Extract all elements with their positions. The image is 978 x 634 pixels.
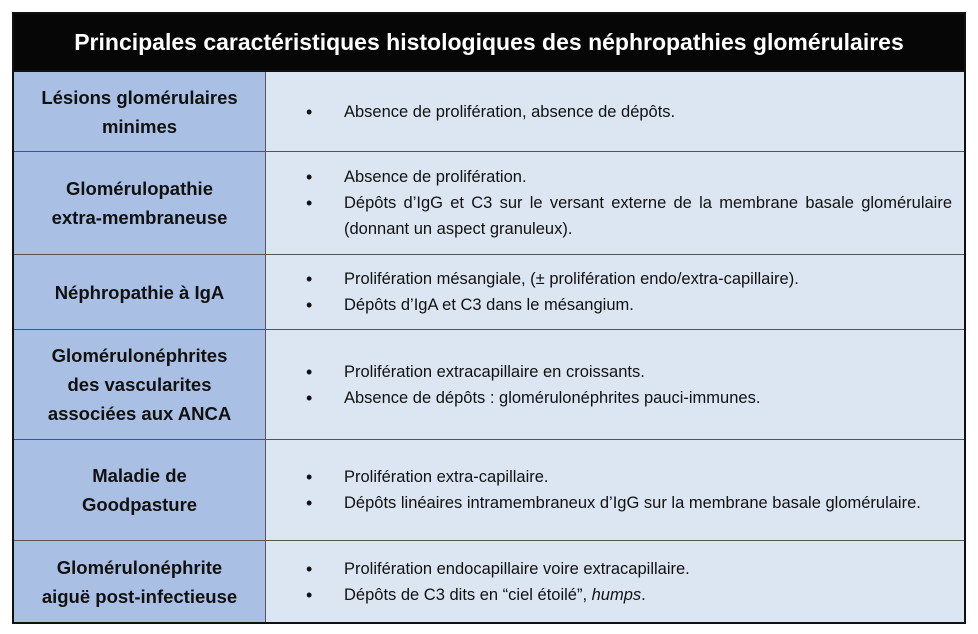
table-row xyxy=(14,255,964,330)
bullet-text: Dépôts de C3 dits en “ciel étoilé”, xyxy=(344,585,592,604)
bullet-item: • Absence de prolifération. xyxy=(306,164,952,190)
bullet-item: • Dépôts linéaires intramembraneux d’IgG sur la membrane basale glomérulaire. xyxy=(306,490,952,516)
row-label: Glomérulonéphrites des vascularites associées aux ANCA xyxy=(47,345,232,424)
row-content-cell xyxy=(266,72,964,151)
histology-table xyxy=(12,12,966,624)
table-row xyxy=(14,541,964,622)
bullet-list xyxy=(306,266,952,318)
bullet-list xyxy=(306,164,952,242)
table-row xyxy=(14,72,964,152)
table-row xyxy=(14,330,964,440)
row-label-cell xyxy=(14,255,266,329)
table-row xyxy=(14,440,964,541)
bullet-list xyxy=(306,464,952,516)
bullet-item: • Prolifération endocapillaire voire extracapillaire. xyxy=(306,556,952,582)
bullet-list xyxy=(306,556,952,608)
bullet-text-italic: humps xyxy=(591,585,642,604)
row-label: Lésions glomérulaires minimes xyxy=(41,86,238,137)
bullet-item xyxy=(306,582,952,608)
row-content-cell xyxy=(266,330,964,439)
bullet-list xyxy=(306,99,952,125)
bullet-item: • Prolifération extracapillaire en croissants. xyxy=(306,359,952,385)
bullet-item: • Prolifération mésangiale, (± prolifération endo/extra-capillaire). xyxy=(306,266,952,292)
row-label: Glomérulonéphrite aiguë post-infectieuse xyxy=(41,556,238,607)
row-label-cell xyxy=(14,72,266,151)
bullet-item: • Prolifération extra-capillaire. xyxy=(306,464,952,490)
row-label-cell xyxy=(14,330,266,439)
row-content-cell xyxy=(266,152,964,254)
row-content-cell xyxy=(266,255,964,329)
bullet-item: • Absence de prolifération, absence de dépôts. xyxy=(306,99,952,125)
bullet-item: • Absence de dépôts : glomérulonéphrites pauci-immunes. xyxy=(306,385,952,411)
row-label-cell xyxy=(14,440,266,540)
row-label: Glomérulopathie extra-membraneuse xyxy=(51,178,228,228)
table-row xyxy=(14,152,964,255)
row-label: Néphropathie à IgA xyxy=(54,281,225,303)
bullet-list xyxy=(306,359,952,411)
bullet-item: • Dépôts d’IgA et C3 dans le mésangium. xyxy=(306,292,952,318)
row-label: Maladie de Goodpasture xyxy=(81,465,198,515)
row-label-cell xyxy=(14,152,266,254)
table-title: Principales caractéristiques histologiques des néphropathies glomérulaires xyxy=(14,14,964,72)
bullet-item: • Dépôts d’IgG et C3 sur le versant externe de la membrane basale glomérulaire (donnant un aspect granuleux). xyxy=(306,190,952,242)
row-content-cell xyxy=(266,541,964,622)
row-content-cell xyxy=(266,440,964,540)
bullet-text: . xyxy=(641,585,646,604)
row-label-cell xyxy=(14,541,266,622)
